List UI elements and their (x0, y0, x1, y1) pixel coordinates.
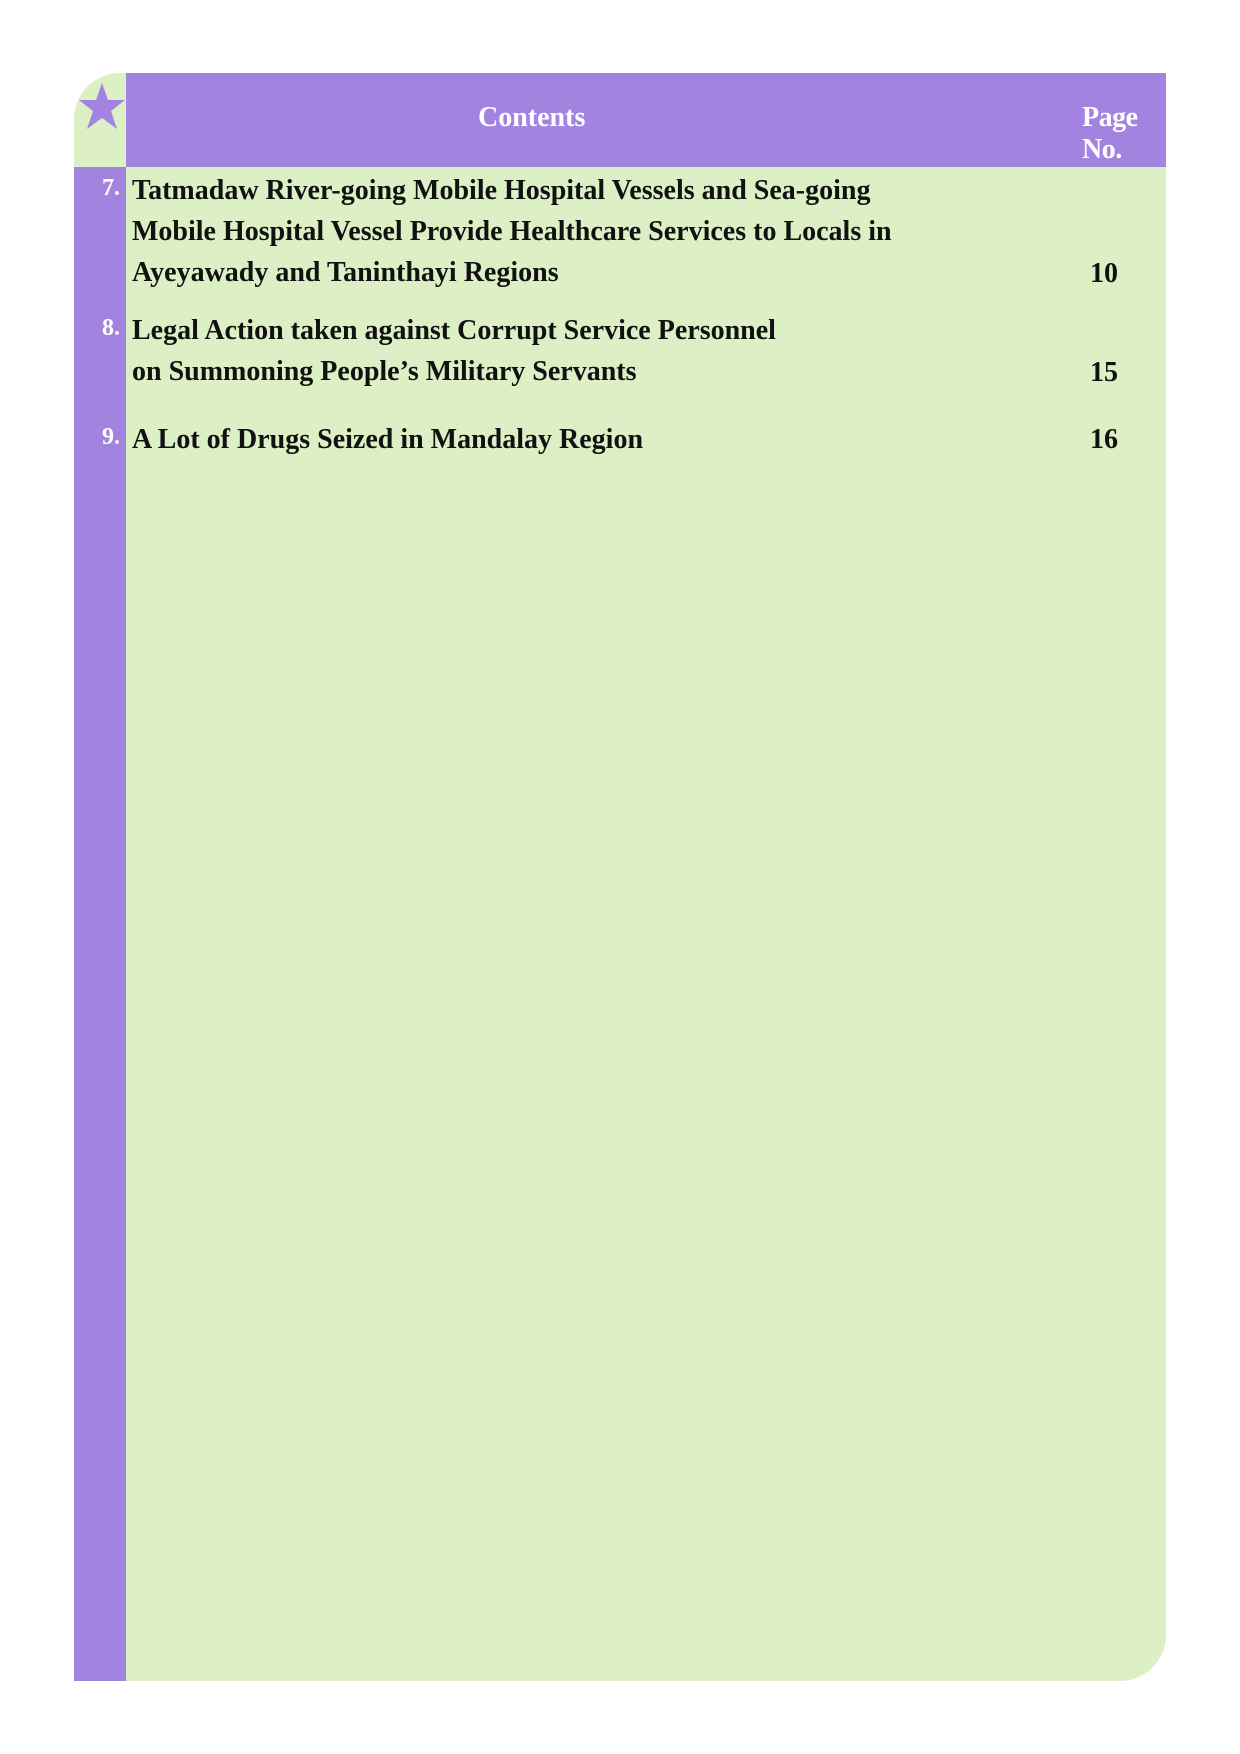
entry-page-number: 10 (1090, 258, 1118, 289)
entry-title (132, 310, 1032, 392)
entry-page-number: 16 (1090, 424, 1118, 455)
entry-title-line: Tatmadaw River-going Mobile Hospital Vessels and Sea-going (132, 175, 871, 206)
entry-page-number: 15 (1090, 357, 1118, 388)
contents-panel (74, 73, 1166, 1681)
entry-number: 7. (102, 175, 120, 201)
entry-number: 8. (102, 315, 120, 341)
entry-number: 9. (102, 424, 120, 450)
entry-title-line: Mobile Hospital Vessel Provide Healthcare Services to Locals in (132, 216, 892, 247)
page-number-heading: Page No. (1082, 102, 1138, 165)
entry-title (132, 419, 1032, 460)
star-icon (79, 81, 125, 133)
entry-title-line: Ayeyawady and Taninthayi Regions (132, 257, 559, 288)
entry-title-line: Legal Action taken against Corrupt Service Personnel (132, 315, 776, 346)
entry-title-line: on Summoning People’s Military Servants (132, 356, 637, 387)
left-sidebar-bar (74, 167, 126, 1681)
contents-title: Contents (478, 102, 586, 133)
contents-header (126, 73, 1166, 167)
entry-title-line: A Lot of Drugs Seized in Mandalay Region (132, 424, 644, 455)
entry-title (132, 170, 1032, 293)
